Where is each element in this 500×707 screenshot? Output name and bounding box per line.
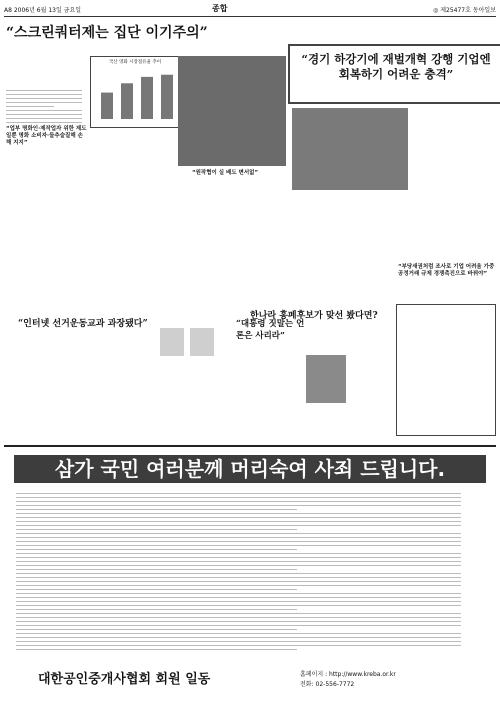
header-date: A8 2006년 6월 13일 금요일 — [4, 7, 82, 14]
subtitle-2: “원작협이 실 배도 변서없” — [192, 170, 259, 176]
subtitle-3: “부당새권처럼 조사로 기업 어려움 가중 공정거래 규제 경쟁촉진으로 바꿔야” — [398, 264, 495, 277]
chart-svg — [93, 69, 177, 124]
photo-conference — [292, 108, 408, 190]
subtitle-1: “업부 명화인·제작업자 위한 제도일뿐 명화 소비자·들추슬질해 손해 지지” — [6, 126, 87, 146]
chart-title: 국산 영화 시장점유율 추이 — [108, 60, 162, 65]
chart-bar — [101, 93, 113, 119]
ad-organization: 대한공인중개사협회 회원 일동 — [38, 672, 211, 687]
body-text-1 — [6, 90, 86, 124]
ad-body-text — [16, 493, 484, 653]
header-issue: ◎ 제25477호 동아일보 — [433, 7, 496, 14]
sidebar-box — [396, 304, 496, 436]
headline-screen-quota: “스크린쿼터제는 집단 이기주의” — [6, 25, 208, 41]
apology-advertisement — [4, 445, 496, 703]
chart-bar — [161, 75, 173, 119]
photo-person-1 — [160, 328, 184, 356]
headline-internet: “인터넷 선거운동교과 과장됐다” — [18, 319, 148, 329]
photo-person-2 — [190, 328, 214, 356]
section-title: 종합 — [212, 4, 228, 13]
chart-bar — [141, 77, 153, 119]
market-share-chart — [90, 56, 180, 128]
photo-actors — [178, 56, 286, 166]
headline-economy: “경기 하강기에 재벌개혁 강행 기업엔 회복하기 어려운 충격” — [301, 52, 491, 81]
ad-phone: 전화: 02-556-7772 — [300, 681, 355, 688]
chart-bar — [121, 83, 133, 119]
headline-shift: “대통령 짓말는 언론은 사리라” — [236, 319, 305, 341]
headline-hanara: 한나라 홍페후보가 맞선 봤다면? — [250, 311, 378, 321]
photo-official — [306, 355, 346, 403]
ad-headline: 삼가 국민 여러분께 머리숙여 사죄 드립니다. — [14, 455, 486, 483]
ad-homepage: 홈페이지 : http://www.kreba.or.kr — [300, 671, 396, 678]
economy-headline-box — [288, 44, 500, 104]
page-header — [4, 2, 496, 17]
